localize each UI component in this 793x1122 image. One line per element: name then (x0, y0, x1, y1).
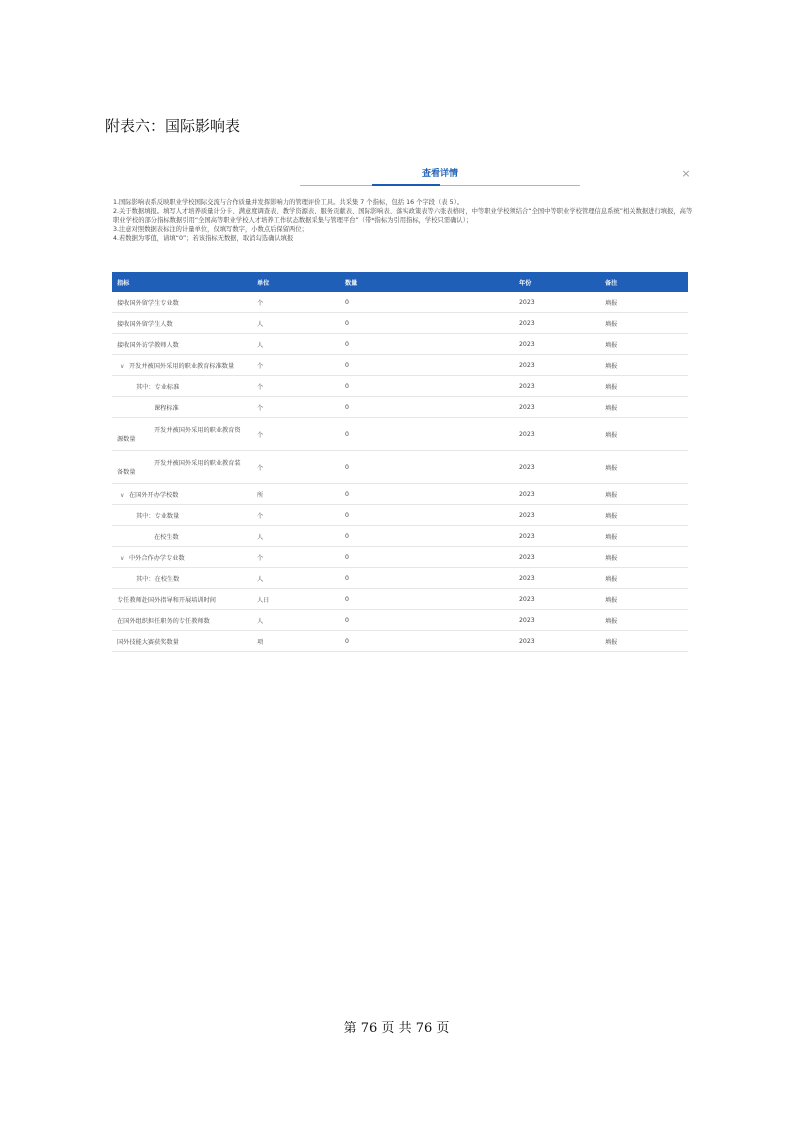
unit-cell: 个 (252, 505, 340, 526)
note-cell: 填报 (600, 505, 688, 526)
count-cell: 0 (340, 631, 514, 652)
chevron-down-icon[interactable]: ∨ (120, 362, 125, 370)
table-row (112, 397, 688, 418)
instructions (113, 198, 693, 243)
unit-cell: 所 (252, 484, 340, 505)
table-row (112, 451, 688, 484)
note-cell: 填报 (600, 451, 688, 484)
year-cell: 2023 (514, 355, 600, 376)
unit-cell: 人 (252, 313, 340, 334)
header-unit: 单位 (252, 272, 340, 292)
note-cell: 填报 (600, 547, 688, 568)
chevron-down-icon[interactable]: ∨ (120, 491, 125, 499)
header-note: 备注 (600, 272, 688, 292)
count-cell: 0 (340, 355, 514, 376)
indicator-label-line-1: 开发并被国外采用的职业教育装 (154, 460, 241, 467)
chevron-down-icon[interactable]: ∨ (120, 554, 125, 562)
count-cell: 0 (340, 547, 514, 568)
count-cell: 0 (340, 292, 514, 313)
note-cell: 填报 (600, 589, 688, 610)
note-cell: 填报 (600, 418, 688, 451)
note-cell: 填报 (600, 313, 688, 334)
modal-title-underline (372, 184, 440, 186)
count-cell: 0 (340, 589, 514, 610)
table-row (112, 589, 688, 610)
unit-cell: 人 (252, 526, 340, 547)
count-cell: 0 (340, 397, 514, 418)
indicator-label-line-2: 备数量 (117, 469, 136, 476)
instruction-1: 1.国际影响表系反映职业学校国际交流与合作质量并发挥影响力的管理评价工具。共采集 7 个指标，包括 16 个字段（表 5）。 (113, 199, 464, 206)
instruction-2: 2.关于数据填报。填写人才培养质量计分卡、满意度调查表、教学资源表、服务贡献表、国际影响表、落实政策表等六张表格时，中等职业学校须结合“全国中等职业学校管理信息系统”相关数据进行填报，高等职业学校的部分指标数据引用“全国高等职业学校人才培养工作状态数据采集与管理平台”（带*指标为引用指标，学校只需确认）； (113, 208, 693, 224)
count-cell: 0 (340, 451, 514, 484)
appendix-title: 附表六：国际影响表 (105, 117, 241, 135)
note-cell: 填报 (600, 631, 688, 652)
count-cell: 0 (340, 418, 514, 451)
indicator-cell: 接收国外留学生人数 (112, 313, 252, 334)
note-cell: 填报 (600, 568, 688, 589)
unit-cell: 个 (252, 418, 340, 451)
close-icon[interactable]: × (681, 167, 691, 180)
indicator-cell: 其中：专业数量 (112, 505, 252, 526)
year-cell: 2023 (514, 631, 600, 652)
note-cell: 填报 (600, 355, 688, 376)
table-row (112, 418, 688, 451)
note-cell: 填报 (600, 334, 688, 355)
indicator-cell: 接收国外访学教师人数 (112, 334, 252, 355)
table-row (112, 355, 688, 376)
indicator-cell[interactable] (112, 355, 252, 376)
note-cell: 填报 (600, 610, 688, 631)
note-cell: 填报 (600, 397, 688, 418)
year-cell: 2023 (514, 397, 600, 418)
international-impact-table (112, 272, 688, 652)
table-header-row (112, 272, 688, 292)
unit-cell: 个 (252, 355, 340, 376)
indicator-cell: 接收国外留学生专业数 (112, 292, 252, 313)
table-row (112, 505, 688, 526)
year-cell: 2023 (514, 547, 600, 568)
count-cell: 0 (340, 610, 514, 631)
indicator-cell: 专任教师赴国外指导和开展培训时间 (112, 589, 252, 610)
header-count: 数量 (340, 272, 514, 292)
page-footer: 第 76 页 共 76 页 (343, 1021, 450, 1036)
count-cell: 0 (340, 505, 514, 526)
count-cell: 0 (340, 484, 514, 505)
unit-cell: 个 (252, 376, 340, 397)
indicator-cell (112, 418, 252, 451)
year-cell: 2023 (514, 376, 600, 397)
year-cell: 2023 (514, 610, 600, 631)
year-cell: 2023 (514, 292, 600, 313)
indicator-label: 开发并被国外采用的职业教育标准数量 (129, 362, 235, 370)
indicator-label: 在国外开办学校数 (129, 491, 179, 499)
year-cell: 2023 (514, 589, 600, 610)
header-year: 年份 (514, 272, 600, 292)
note-cell: 填报 (600, 292, 688, 313)
indicator-cell: 其中：专业标准 (112, 376, 252, 397)
indicator-cell (112, 451, 252, 484)
indicator-cell: 课程标准 (112, 397, 252, 418)
table-row (112, 313, 688, 334)
table-row (112, 292, 688, 313)
year-cell: 2023 (514, 313, 600, 334)
note-cell: 填报 (600, 484, 688, 505)
note-cell: 填报 (600, 526, 688, 547)
modal-title: 查看详情 (421, 169, 458, 179)
count-cell: 0 (340, 568, 514, 589)
indicator-label-line-2: 源数量 (117, 436, 136, 443)
count-cell: 0 (340, 526, 514, 547)
year-cell: 2023 (514, 418, 600, 451)
year-cell: 2023 (514, 484, 600, 505)
year-cell: 2023 (514, 568, 600, 589)
count-cell: 0 (340, 334, 514, 355)
instruction-3: 3.注意对照数据表标注的计量单位，仅填写数字，小数点后保留两位； (113, 226, 308, 233)
unit-cell: 项 (252, 631, 340, 652)
table-row (112, 526, 688, 547)
unit-cell: 个 (252, 547, 340, 568)
count-cell: 0 (340, 313, 514, 334)
unit-cell: 个 (252, 451, 340, 484)
indicator-cell: 在国外组织担任职务的专任教师数 (112, 610, 252, 631)
modal-divider (300, 185, 580, 186)
indicator-cell[interactable] (112, 484, 252, 505)
year-cell: 2023 (514, 526, 600, 547)
unit-cell: 人 (252, 568, 340, 589)
table-row (112, 568, 688, 589)
unit-cell: 人 (252, 334, 340, 355)
year-cell: 2023 (514, 334, 600, 355)
indicator-label: 中外合作办学专业数 (129, 554, 185, 562)
indicator-cell: 在校生数 (112, 526, 252, 547)
table-row (112, 547, 688, 568)
unit-cell: 个 (252, 292, 340, 313)
note-cell: 填报 (600, 376, 688, 397)
table-row (112, 631, 688, 652)
table-row (112, 484, 688, 505)
instruction-4: 4.若数据为零值，请填“0”；若该指标无数据，取消勾选确认填报 (113, 235, 294, 242)
table-row (112, 610, 688, 631)
indicator-cell: 其中：在校生数 (112, 568, 252, 589)
table-row (112, 376, 688, 397)
header-indicator: 指标 (112, 272, 252, 292)
modal-header (300, 160, 580, 186)
unit-cell: 人日 (252, 589, 340, 610)
indicator-cell[interactable] (112, 547, 252, 568)
table-row (112, 334, 688, 355)
unit-cell: 人 (252, 610, 340, 631)
unit-cell: 个 (252, 397, 340, 418)
year-cell: 2023 (514, 505, 600, 526)
year-cell: 2023 (514, 451, 600, 484)
indicator-cell: 国外技能大赛获奖数量 (112, 631, 252, 652)
indicator-label-line-1: 开发并被国外采用的职业教育资 (154, 427, 241, 434)
count-cell: 0 (340, 376, 514, 397)
